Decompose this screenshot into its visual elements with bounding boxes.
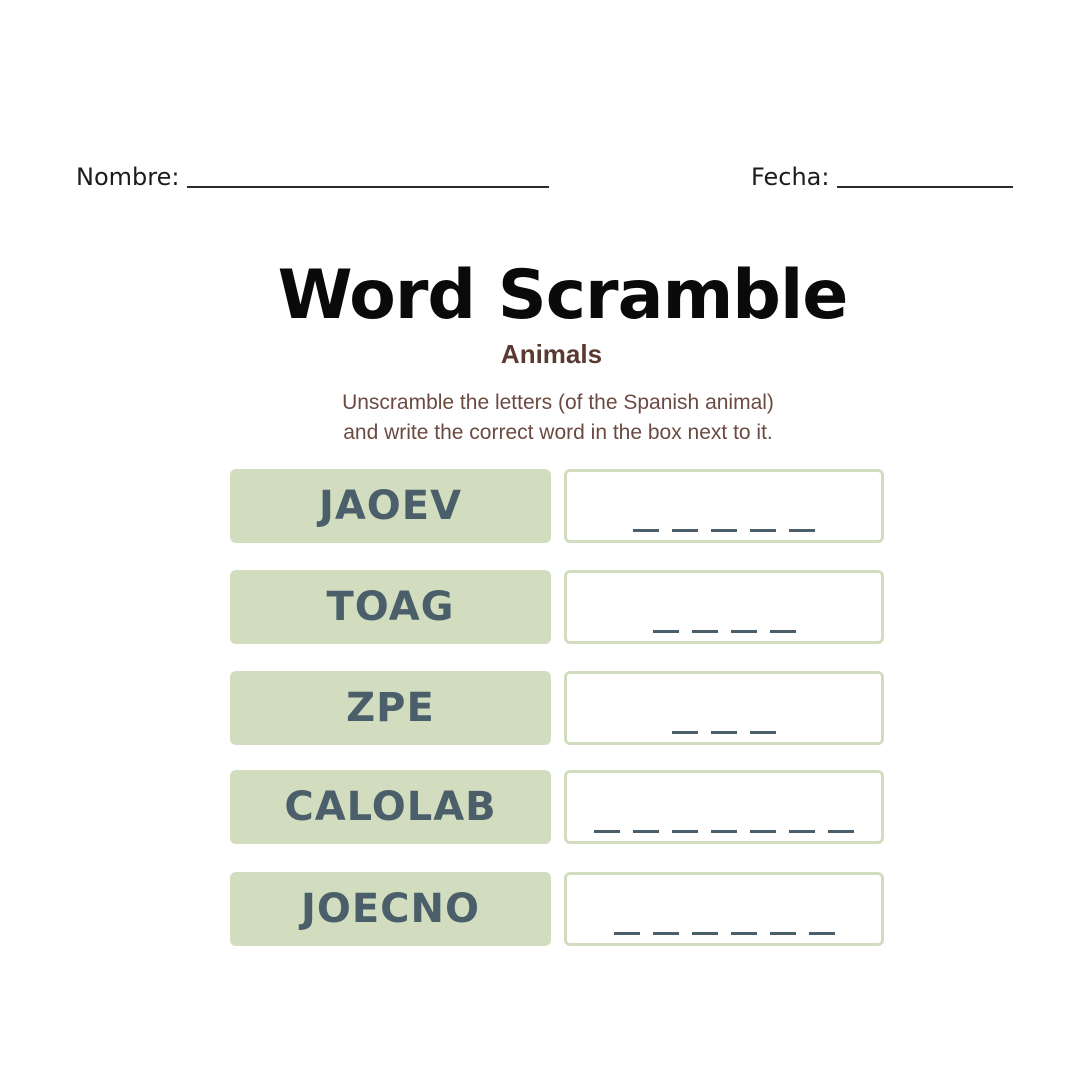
letter-blank	[653, 630, 679, 633]
letter-blank	[672, 529, 698, 532]
answer-box[interactable]	[564, 671, 884, 745]
scrambled-word: ZPE	[230, 671, 551, 745]
scrambled-word: JAOEV	[230, 469, 551, 543]
scramble-row	[230, 469, 886, 543]
scrambled-word: JOECNO	[230, 872, 551, 946]
letter-blank	[711, 529, 737, 532]
name-write-line[interactable]	[187, 185, 549, 188]
letter-blank	[672, 731, 698, 734]
letter-blank	[789, 830, 815, 833]
answer-box[interactable]	[564, 872, 884, 946]
instructions	[0, 388, 1080, 448]
date-field	[751, 162, 1013, 192]
answer-box[interactable]	[564, 469, 884, 543]
scramble-row	[230, 770, 886, 844]
name-label: Nombre:	[76, 163, 180, 191]
letter-blank	[614, 932, 640, 935]
letter-blank	[594, 830, 620, 833]
letter-blank	[692, 932, 718, 935]
answer-blanks	[633, 529, 815, 532]
scramble-row	[230, 671, 886, 745]
answer-blanks	[594, 830, 854, 833]
letter-blank	[828, 830, 854, 833]
name-field	[76, 162, 549, 192]
answer-blanks	[653, 630, 796, 633]
letter-blank	[711, 731, 737, 734]
worksheet-title: Word Scramble	[277, 256, 848, 335]
letter-blank	[653, 932, 679, 935]
scrambled-word: TOAG	[230, 570, 551, 644]
scramble-row	[230, 872, 886, 946]
letter-blank	[789, 529, 815, 532]
answer-blanks	[614, 932, 835, 935]
instructions-line-1: Unscramble the letters (of the Spanish animal)	[342, 391, 774, 414]
worksheet-subtitle: Animals	[500, 339, 603, 369]
instructions-line-2: and write the correct word in the box next to it.	[343, 421, 773, 444]
letter-blank	[731, 630, 757, 633]
letter-blank	[770, 932, 796, 935]
letter-blank	[711, 830, 737, 833]
scramble-list	[230, 469, 886, 973]
letter-blank	[731, 932, 757, 935]
letter-blank	[750, 830, 776, 833]
answer-box[interactable]	[564, 770, 884, 844]
answer-blanks	[672, 731, 776, 734]
letter-blank	[692, 630, 718, 633]
answer-box[interactable]	[564, 570, 884, 644]
date-label: Fecha:	[751, 163, 830, 191]
scrambled-word: CALOLAB	[230, 770, 551, 844]
letter-blank	[633, 529, 659, 532]
letter-blank	[750, 529, 776, 532]
letter-blank	[672, 830, 698, 833]
letter-blank	[633, 830, 659, 833]
letter-blank	[750, 731, 776, 734]
date-write-line[interactable]	[837, 185, 1013, 188]
letter-blank	[770, 630, 796, 633]
scramble-row	[230, 570, 886, 644]
letter-blank	[809, 932, 835, 935]
